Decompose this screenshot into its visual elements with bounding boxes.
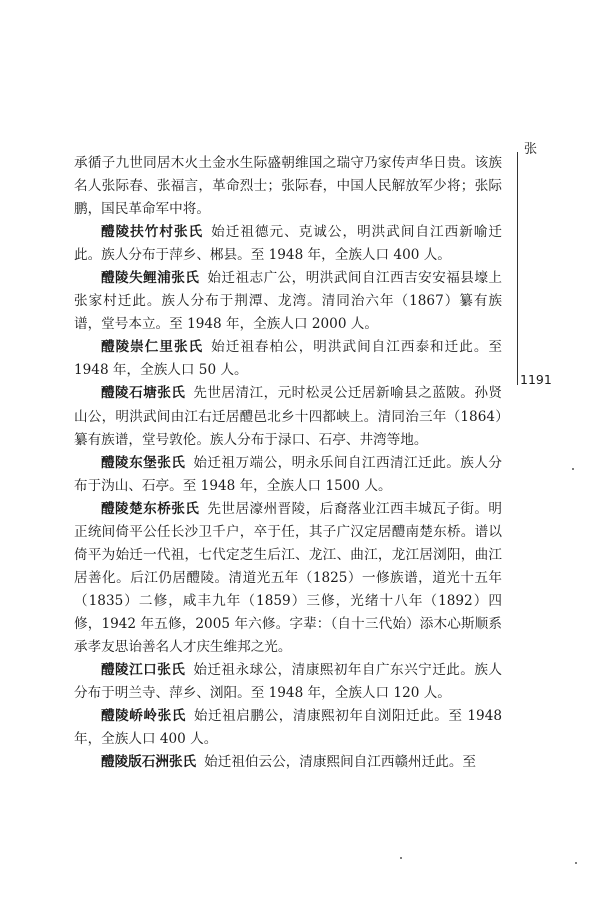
scan-speck — [572, 468, 574, 470]
clan-entry-heading: 醴陵峤岭张氏 — [101, 708, 186, 725]
page-text-column — [74, 152, 502, 774]
clan-entry-body: 先世居濠州晋陵，后裔落业江西丰城瓦子街。明正统间倚平公任长沙卫千户，卒于任，其子广汉定居醴南楚东桥。谱以倚平为始迁一代祖，七代定芝生后江、龙江、曲江，龙江居浏阳，曲江居善化。后江仍居醴陵。清道光五年（1825）一修族谱，道光十五年（1835）二修，咸丰九年（1859）三修，光绪十八年（1892）四修，1942 年五修，2005 年六修。字辈：（自十三代始）添木心斯顺系承孝友思诒善名人才庆生维邦之光。 — [74, 500, 503, 655]
clan-entry-heading: 醴陵扶竹村张氏 — [101, 224, 204, 241]
clan-entry — [74, 498, 502, 659]
clan-entry-body: 始迁祖启鹏公，清康熙初年自浏阳迁此。至 1948 年，全族人口 400 人。 — [74, 708, 503, 748]
clan-entry-heading: 醴陵失鲤浦张氏 — [101, 270, 200, 287]
clan-entry-body: 始迁祖德元、克诚公，明洪武间自江西新喻迁此。族人分布于萍乡、郴县。至 1948 年，全族人口 400 人。 — [74, 224, 503, 264]
clan-entry — [74, 336, 502, 382]
clan-entry-body: 始迁祖永球公，清康熙初年自广东兴宁迁此。族人分布于明兰寺、萍乡、浏阳。至 1948 年，全族人口 120 人。 — [74, 662, 502, 702]
clan-entry-heading: 醴陵石塘张氏 — [101, 385, 186, 402]
clan-entry-body: 始迁祖伯云公，清康熙间自江西赣州迁此。至 — [204, 754, 477, 771]
running-head-char: 张 — [524, 142, 538, 157]
clan-entry — [74, 221, 502, 267]
clan-entry — [74, 382, 502, 451]
scan-speck — [575, 862, 577, 864]
clan-entry-body: 始迁祖志广公，明洪武间自江西吉安安福县壕上张家村迁此。族人分布于荆潭、龙湾。清同治六年（1867）纂有族谱，堂号本立。至 1948 年，全族人口 2000 人。 — [74, 270, 503, 333]
intro-paragraph: 承循子九世同居木火土金水生际盛朝维国之瑞守乃家传声华日贵。该族名人张际春、张福言，革命烈士；张际春，中国人民解放军少将；张际鹏，国民革命军中将。 — [74, 155, 502, 218]
clan-entry-heading: 醴陵楚东桥张氏 — [101, 500, 200, 517]
clan-entry — [74, 659, 502, 705]
clan-entry-heading: 醴陵东堡张氏 — [101, 454, 186, 471]
clan-entry — [74, 751, 502, 774]
clan-entry-heading: 醴陵江口张氏 — [101, 662, 186, 679]
scan-speck — [400, 857, 402, 859]
clan-entry-heading: 醴陵崇仁里张氏 — [101, 339, 204, 356]
clan-entry — [74, 452, 502, 498]
clan-entry-body: 先世居清江，元时松灵公迁居新喻县之蓝陂。孙贤山公，明洪武间由江右迁居醴邑北乡十四都峡上。清同治三年（1864）纂有族谱，堂号敦伦。族人分布于渌口、石亭、井湾等地。 — [74, 385, 502, 448]
page-number: 1191 — [520, 372, 552, 387]
margin-rule — [517, 152, 518, 385]
clan-entry-body: 始迁祖春柏公，明洪武间自江西泰和迁此。至 1948 年，全族人口 50 人。 — [74, 339, 503, 379]
clan-entry-heading: 醴陵版石洲张氏 — [101, 754, 197, 771]
clan-entry — [74, 705, 502, 751]
clan-entry — [74, 267, 502, 336]
clan-entry-body: 始迁祖万端公，明永乐间自江西清江迁此。族人分布于沩山、石亭。至 1948 年，全族人口 1500 人。 — [74, 454, 502, 494]
